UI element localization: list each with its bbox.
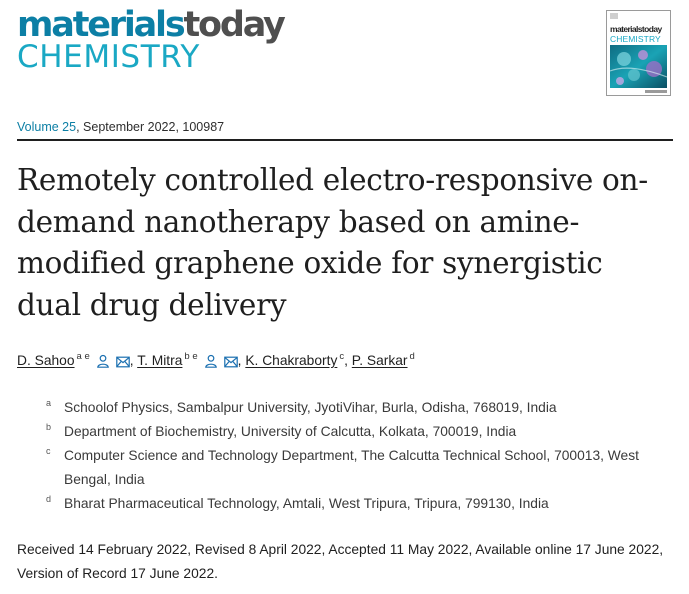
- journal-cover-thumbnail[interactable]: [606, 10, 671, 96]
- article-title-line: dual drug delivery: [17, 287, 287, 322]
- citation-details: , September 2022, 100987: [76, 120, 225, 134]
- article-title-line: demand nanotherapy based on amine-: [17, 204, 580, 239]
- affiliation-item: [40, 396, 664, 420]
- affiliation-letter: a: [46, 398, 52, 408]
- article-title-line: Remotely controlled electro-responsive on-: [17, 163, 648, 197]
- journal-logo[interactable]: [17, 5, 284, 75]
- envelope-icon[interactable]: [224, 356, 238, 371]
- affiliation-letter: c: [46, 446, 51, 456]
- affiliation-list: [40, 396, 664, 516]
- citation-line: [17, 120, 224, 134]
- journal-logo-word-today: today: [183, 5, 284, 45]
- cover-title-line2: CHEMISTRY: [610, 34, 661, 44]
- person-icon[interactable]: [96, 354, 110, 371]
- publication-history: Received 14 February 2022, Revised 8 April 2022, Accepted 11 May 2022, Available online 17 June 2022, Version of Record 17 June 2022.: [17, 542, 664, 581]
- affiliation-text: Department of Biochemistry, University of Calcutta, Kolkata, 700019, India: [64, 424, 517, 439]
- affiliation-item: [40, 444, 664, 492]
- cover-artwork-image: [610, 45, 667, 88]
- article-title: [17, 160, 673, 326]
- cover-title-line1: materialstoday: [610, 24, 662, 34]
- affiliation-text: Bharat Pharmaceutical Technology, Amtali, West Tripura, Tripura, 799130, India: [64, 496, 549, 511]
- person-icon[interactable]: [204, 354, 218, 371]
- affiliation-letter: b: [46, 422, 52, 432]
- affiliation-letter: d: [46, 494, 52, 504]
- author-link-mitra[interactable]: T. Mitra: [137, 353, 183, 368]
- volume-link[interactable]: Volume 25: [17, 120, 77, 134]
- journal-logo-word-materials: materials: [17, 5, 184, 45]
- author-link-sarkar[interactable]: P. Sarkar: [351, 353, 408, 368]
- author-link-sahoo[interactable]: D. Sahoo: [17, 353, 75, 368]
- author-affil-sup: d: [409, 351, 415, 362]
- author-affil-sup: c: [339, 351, 345, 362]
- author-separator: ,: [129, 353, 134, 368]
- author-affil-sup: a e: [76, 351, 90, 362]
- article-title-line: modified graphene oxide for synergistic: [17, 246, 603, 280]
- cover-footer-mark: [645, 90, 667, 93]
- cover-publisher-mark: [610, 13, 618, 19]
- author-link-chakraborty[interactable]: K. Chakraborty: [245, 353, 338, 368]
- affiliation-item: [40, 492, 664, 516]
- affiliation-item: [40, 420, 664, 444]
- author-separator: ,: [344, 353, 348, 368]
- author-list: [17, 351, 415, 371]
- affiliation-text: Schoolof Physics, Sambalpur University, JyotiVihar, Burla, Odisha, 768019, India: [64, 400, 557, 415]
- envelope-icon[interactable]: [116, 356, 130, 371]
- header-divider: [17, 139, 673, 141]
- affiliation-text: Computer Science and Technology Department, The Calcutta Technical School, 700013, West Bengal, India: [64, 448, 639, 487]
- journal-logo-line1: [17, 5, 284, 45]
- journal-logo-word-chemistry: CHEMISTRY: [17, 39, 200, 75]
- author-separator: ,: [237, 353, 242, 368]
- author-affil-sup: b e: [184, 351, 198, 362]
